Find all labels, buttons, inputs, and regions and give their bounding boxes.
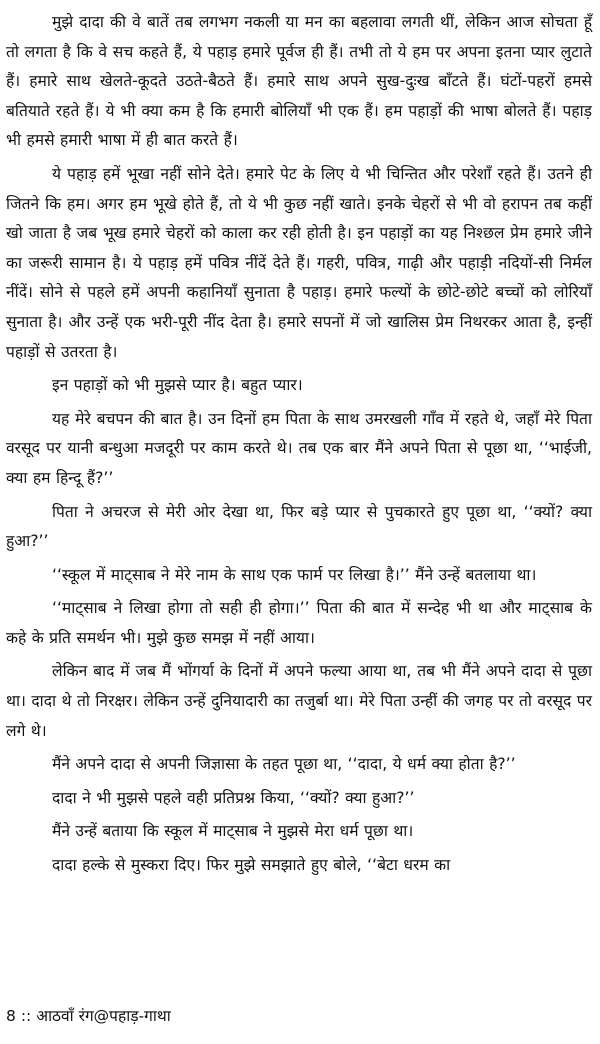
page-footer	[6, 1004, 171, 1028]
paragraph: ‘‘माट्साब ने लिखा होगा तो सही ही होगा।’’ पिता की बात में सन्देह भी था और माट्साब के कहे के प्रति समर्थन भी। मुझे कुछ समझ में नहीं आया।	[6, 599, 592, 647]
paragraph: यह मेरे बचपन की बात है। उन दिनों हम पिता के साथ उमरखली गाँव में रहते थे, जहाँ मेरे पिता वरसूद पर यानी बन्धुआ मजदूरी पर काम करते थे। तब एक बार मैंने अपने पिता से पूछा था, ‘‘भाईजी, क्या हम हिन्दू हैं?’’	[6, 409, 592, 487]
paragraph: दादा हल्के से मुस्करा दिए। फिर मुझे समझाते हुए बोले, ‘‘बेटा धरम का	[52, 856, 451, 875]
book-title: आठवाँ रंग@पहाड़-गाथा	[36, 1007, 171, 1025]
paragraph: ‘‘स्कूल में माट्साब ने मेरे नाम के साथ एक फार्म पर लिखा है।’’ मैंने उन्हें बतलाया था।	[52, 565, 537, 584]
paragraph: दादा ने भी मुझसे पहले वही प्रतिप्रश्न किया, ‘‘क्यों? क्या हुआ?’’	[52, 788, 415, 807]
page-number: 8	[6, 1007, 16, 1025]
body-text	[6, 8, 592, 885]
paragraph: लेकिन बाद में जब मैं भोंगर्या के दिनों में अपने फल्या आया था, तब भी मैंने अपने दादा से पूछा था। दादा थे तो निरक्षर। लेकिन उन्हें दुनियादारी का तजुर्बा था। मेरे पिता उन्हीं की जगह पर तो वरसूद पर लगे थे।	[6, 662, 592, 740]
paragraph: मैंने उन्हें बताया कि स्कूल में माट्साब ने मुझसे मेरा धर्म पूछा था।	[52, 822, 414, 841]
paragraph: पिता ने अचरज से मेरी ओर देखा था, फिर बड़े प्यार से पुचकारते हुए पूछा था, ‘‘क्यों? क्या हुआ?’’	[6, 502, 592, 551]
paragraph: मैंने अपने दादा से अपनी जिज्ञासा के तहत पूछा था, ‘‘दादा, ये धर्म क्या होता है?’’	[52, 755, 516, 774]
paragraph: इन पहाड़ों को भी मुझसे प्यार है। बहुत प्यार।	[52, 376, 303, 395]
footer-separator: ::	[20, 1007, 32, 1025]
paragraph: मुझे दादा की वे बातें तब लगभग नकली या मन का बहलावा लगती थीं, लेकिन आज सोचता हूँ तो लगता है कि वे सच कहते हैं, ये पहाड़ हमारे पूर्वज ही हैं। तभी तो ये हम पर अपना इतना प्यार लुटाते हैं। हमारे साथ खेलते-कूदते उठते-बैठते हैं। हमारे साथ अपने सुख-दुःख बाँटते हैं। घंटों-पहरों हमसे बतियाते रहते हैं। ये भी क्या कम है कि हमारी बोलियाँ भी एक हैं। हम पहाड़ों की भाषा बोलते हैं। पहाड़ भी हमसे हमारी भाषा में ही बात करते हैं।	[6, 13, 592, 150]
paragraph: ये पहाड़ हमें भूखा नहीं सोने देते। हमारे पेट के लिए ये भी चिन्तित और परेशाँ रहते हैं। उतने ही जितने कि हम। अगर हम भूखे होते हैं, तो ये भी कुछ नहीं खाते। इनके चेहरों से भी वो हरापन तब कहीं खो जाता है जब भूख हमारे चेहरों को काला कर रही होती है। इन पहाड़ों का यह निश्छल प्रेम हमारे जीने का जरूरी सामान है। ये पहाड़ हमें पवित्र नींदें देते हैं। गहरी, पवित्र, गाढ़ी और पहाड़ी नदियों-सी निर्मल नींदें। सोने से पहले हमें अपनी कहानियाँ सुनाता है पहाड़। हमारे फल्यों के छोटे-छोटे बच्चों को लोरियाँ सुनाता है। और उन्हें एक भरी-पूरी नींद देता है। हमारे सपनों में जो खालिस प्रेम निथरकर आता है, इन्हीं पहाड़ों से उतरता है।	[6, 164, 592, 361]
